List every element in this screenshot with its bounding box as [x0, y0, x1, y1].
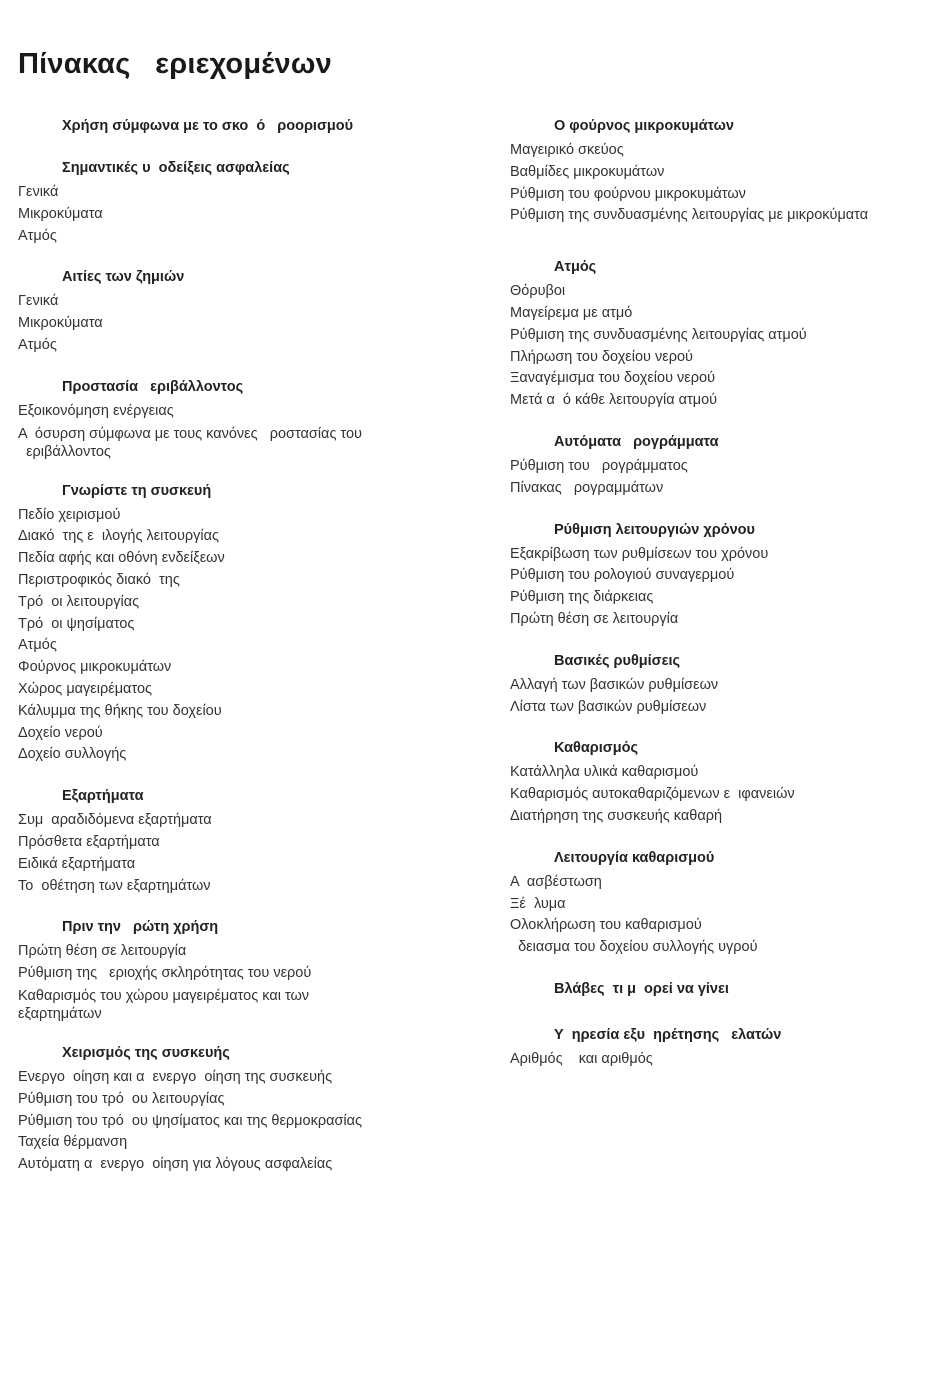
page-title: Πίνακας εριεχομένων [18, 48, 332, 80]
toc-section [18, 1043, 438, 1176]
toc-section [510, 651, 940, 719]
section-heading-auto-programs[interactable]: Αυτόματα ρογράμματα [554, 433, 719, 450]
toc-entry[interactable]: Πεδίο χειρισμού [18, 506, 121, 523]
toc-entry[interactable]: Ρύθμιση της συνδυασμένης λειτουργίας με μικροκύματα [510, 207, 869, 224]
toc-entry[interactable]: Ατμός [18, 227, 57, 244]
toc-entry[interactable]: Ταχεία θέρμανση [18, 1134, 128, 1151]
toc-entry[interactable]: Ατμός [18, 637, 57, 654]
toc-entry[interactable]: Εξακρίβωση των ρυθμίσεων του χρόνου [510, 545, 769, 562]
toc-entry[interactable]: Κάλυμμα της θήκης του δοχείου [18, 702, 222, 719]
toc-section [510, 520, 940, 631]
toc-entry[interactable]: Α ασβέστωση [510, 873, 602, 890]
section-heading-intended-use[interactable]: Χρήση σύμφωνα με το σκο ό ροορισμού [62, 118, 354, 134]
section-heading-steam[interactable]: Ατμός [554, 259, 597, 276]
section-heading-customer-service[interactable]: Υ ηρεσία εξυ ηρέτησης ελατών [554, 1026, 782, 1043]
toc-section [18, 917, 438, 1023]
toc-entry[interactable]: Ρύθμιση του ρογράμματος [510, 457, 688, 474]
toc-entry[interactable]: Πρώτη θέση σε λειτουργία [510, 610, 679, 627]
section-heading-safety[interactable]: Σημαντικές υ οδείξεις ασφαλείας [62, 160, 290, 176]
toc-entry[interactable]: Ρύθμιση του φούρνου μικροκυμάτων [510, 185, 746, 202]
toc-entry[interactable]: Λίστα των βασικών ρυθμίσεων [510, 698, 707, 715]
toc-entry[interactable]: Διακό της ε ιλογής λειτουργίας [18, 528, 220, 545]
section-heading-environment[interactable]: Προστασία εριβάλλοντος [62, 378, 244, 395]
toc-left-column [18, 116, 438, 1196]
toc-entry[interactable]: Ενεργο οίηση και α ενεργο οίηση της συσκευής [18, 1068, 333, 1085]
section-heading-time-functions[interactable]: Ρύθμιση λειτουργιών χρόνου [554, 521, 755, 538]
section-heading-accessories[interactable]: Εξαρτήματα [62, 788, 144, 805]
toc-entry[interactable]: Γενικά [18, 184, 59, 200]
section-heading-damage-causes[interactable]: Αιτίες των ζημιών [62, 269, 185, 286]
toc-section [18, 786, 438, 897]
toc-entry[interactable]: Αριθμός και αριθμός [510, 1050, 653, 1067]
toc-section [18, 377, 438, 461]
section-heading-first-use[interactable]: Πριν την ρώτη χρήση [62, 919, 219, 936]
toc-section [510, 848, 940, 959]
toc-entry[interactable]: Εξοικονόμηση ενέργειας [18, 402, 174, 419]
toc-entry[interactable]: Ειδικά εξαρτήματα [18, 855, 136, 872]
toc-entry[interactable]: Μικροκύματα [18, 205, 103, 222]
toc-entry[interactable]: Μαγείρεμα με ατμό [510, 304, 633, 321]
toc-entry[interactable]: Ρύθμιση της διάρκειας [510, 589, 654, 606]
toc-entry[interactable]: Πλήρωση του δοχείου νερού [510, 348, 693, 365]
toc-entry[interactable]: Δοχείο συλλογής [18, 746, 127, 763]
toc-right-column [510, 116, 940, 1091]
toc-entry[interactable]: Χώρος μαγειρέματος [18, 680, 153, 697]
toc-section [510, 432, 940, 500]
toc-entry[interactable]: Τρό οι λειτουργίας [18, 593, 140, 610]
toc-entry[interactable]: Βαθμίδες μικροκυμάτων [510, 163, 665, 180]
toc-entry[interactable]: Περιστροφικός διακό της [18, 571, 180, 588]
toc-entry[interactable]: Δοχείο νερού [18, 724, 103, 741]
section-heading-cleaning[interactable]: Καθαρισμός [554, 740, 638, 757]
toc-entry[interactable]: Ατμός [18, 336, 57, 353]
toc-section [18, 116, 438, 136]
toc-entry[interactable]: Καθαρισμός αυτοκαθαριζόμενων ε ιφανειών [510, 786, 795, 803]
toc-entry[interactable]: Συμ αραδιδόμενα εξαρτήματα [18, 812, 212, 829]
toc-entry[interactable]: Αυτόματη α ενεργο οίηση για λόγους ασφαλείας [18, 1156, 333, 1173]
toc-entry[interactable]: Πεδία αφής και οθόνη ενδείξεων [18, 550, 225, 567]
section-heading-cleaning-function[interactable]: Λειτουργία καθαρισμού [554, 849, 715, 866]
toc-entry[interactable]: Ολοκλήρωση του καθαρισμού [510, 917, 702, 934]
toc-entry[interactable]: Τρό οι ψησίματος [18, 615, 135, 632]
toc-entry[interactable]: Μαγειρικό σκεύος [510, 142, 624, 158]
toc-section [18, 481, 438, 767]
toc-section [510, 738, 940, 827]
toc-section [510, 257, 940, 412]
toc-entry[interactable]: Πρώτη θέση σε λειτουργία [18, 943, 187, 960]
toc-section [510, 116, 940, 227]
toc-entry[interactable]: Α όσυρση σύμφωνα με τους κανόνες ροστασίας του εριβάλλοντος [18, 425, 362, 460]
toc-entry[interactable]: Θόρυβοι [510, 283, 566, 300]
toc-entry[interactable]: Ρύθμιση του τρό ου ψησίματος και της θερμοκρασίας [18, 1112, 362, 1129]
section-heading-operation[interactable]: Χειρισμός της συσκευής [62, 1044, 230, 1061]
toc-entry[interactable]: Ρύθμιση του τρό ου λειτουργίας [18, 1090, 225, 1107]
toc-entry[interactable]: Μετά α ό κάθε λειτουργία ατμού [510, 392, 718, 409]
toc-entry[interactable]: Μικροκύματα [18, 315, 103, 332]
toc-entry[interactable]: Ρύθμιση της συνδυασμένης λειτουργίας ατμού [510, 326, 807, 343]
toc-entry[interactable]: Ξέ λυμα [510, 895, 566, 912]
toc-entry[interactable]: Διατήρηση της συσκευής καθαρή [510, 807, 723, 824]
toc-entry[interactable]: Αλλαγή των βασικών ρυθμίσεων [510, 676, 719, 693]
section-heading-faults[interactable]: Βλάβες τι μ ορεί να γίνει [554, 980, 729, 997]
toc-section [510, 979, 940, 999]
section-heading-basic-settings[interactable]: Βασικές ρυθμίσεις [554, 652, 681, 669]
toc-entry[interactable]: Φούρνος μικροκυμάτων [18, 659, 172, 676]
toc-section [510, 1025, 940, 1071]
toc-section [18, 267, 438, 356]
section-heading-microwave[interactable]: Ο φούρνος μικροκυμάτων [554, 118, 734, 134]
toc-entry[interactable]: Το οθέτηση των εξαρτημάτων [18, 877, 211, 894]
toc-entry[interactable]: Γενικά [18, 293, 59, 310]
toc-entry[interactable]: Κατάλληλα υλικά καθαρισμού [510, 764, 699, 781]
toc-section [18, 158, 438, 247]
toc-entry[interactable]: Πρόσθετα εξαρτήματα [18, 833, 160, 850]
toc-entry[interactable]: δειασμα του δοχείου συλλογής υγρού [510, 939, 758, 956]
toc-entry[interactable]: Ρύθμιση της εριοχής σκληρότητας του νερού [18, 965, 312, 982]
toc-entry[interactable]: Καθαρισμός του χώρου μαγειρέματος και των εξαρτημάτων [18, 987, 310, 1022]
section-heading-know-appliance[interactable]: Γνωρίστε τη συσκευή [62, 482, 212, 499]
toc-entry[interactable]: Ξαναγέμισμα του δοχείου νερού [510, 370, 716, 387]
toc-entry[interactable]: Ρύθμιση του ρολογιού συναγερμού [510, 567, 735, 584]
toc-entry[interactable]: Πίνακας ρογραμμάτων [510, 479, 664, 496]
